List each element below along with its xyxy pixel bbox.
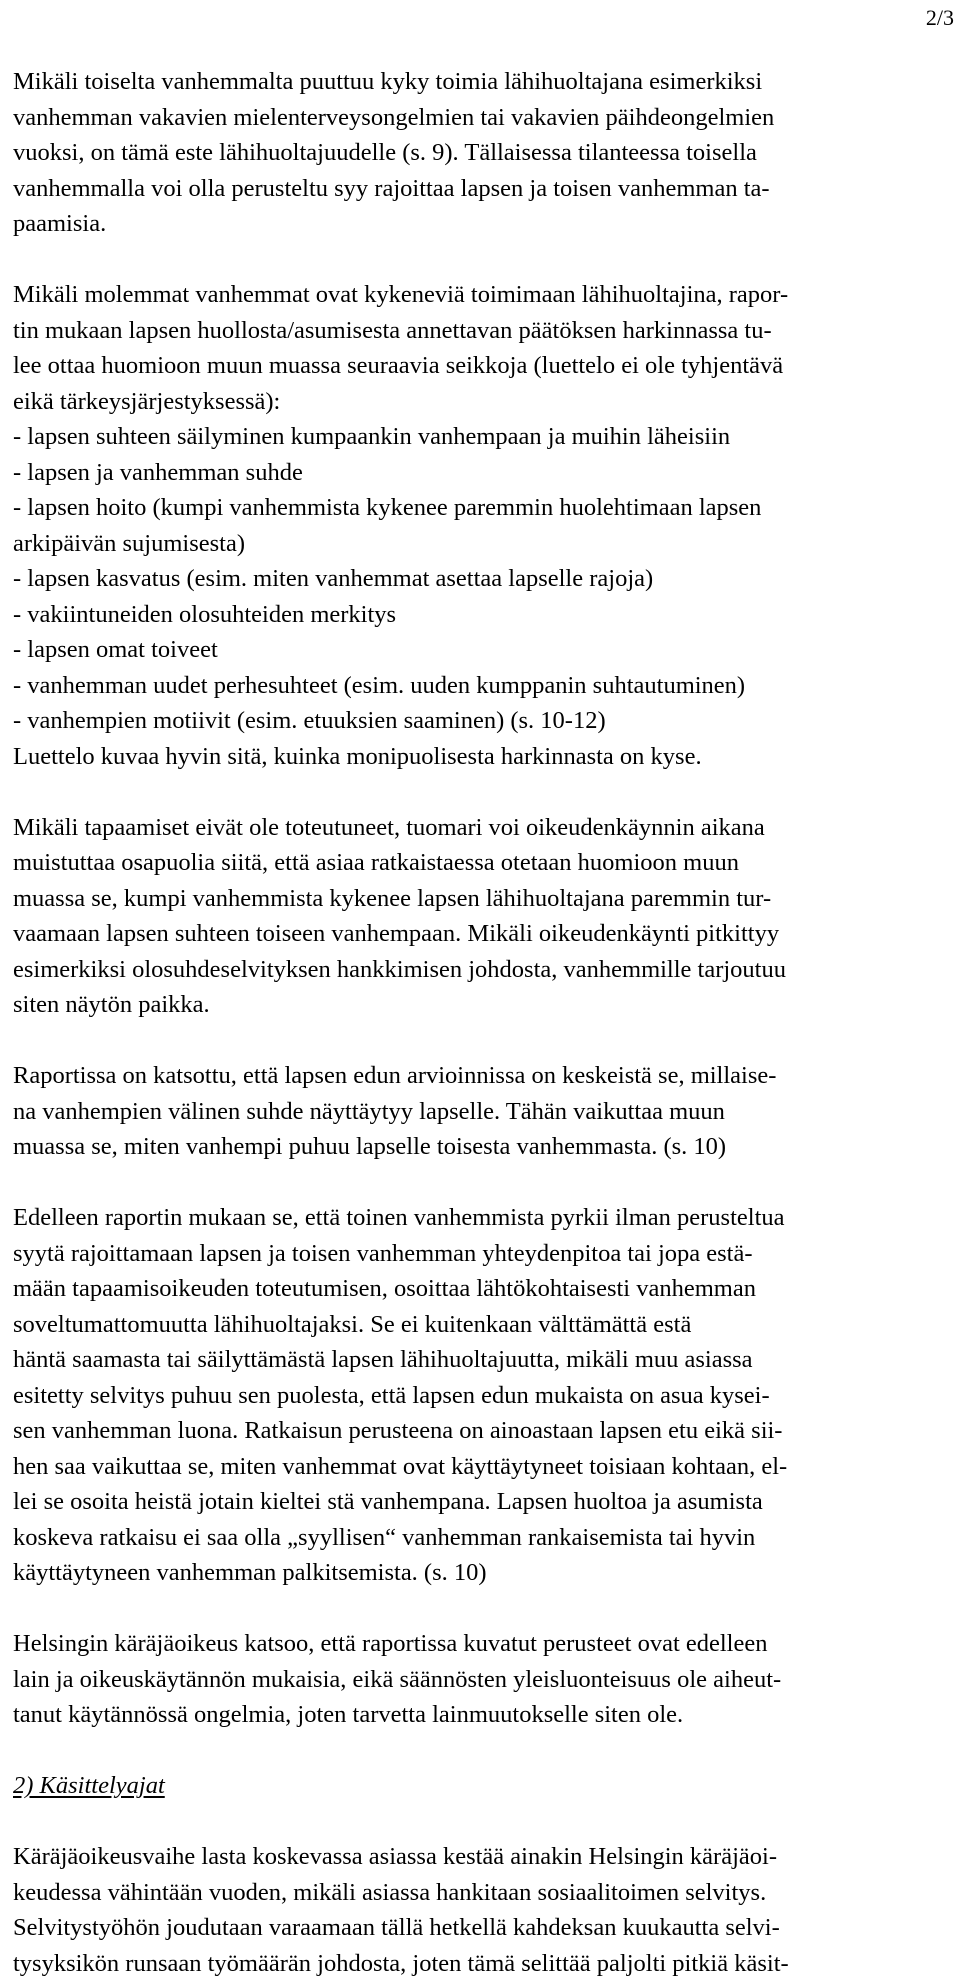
text-line: tysyksikön runsaan työmäärän johdosta, joten tämä selittää paljolti pitkiä käsit- (13, 1946, 953, 1981)
list-item: - vanhempien motiivit (esim. etuuksien saaminen) (s. 10-12) (13, 703, 953, 739)
text-line: na vanhempien välinen suhde näyttäytyy lapselle. Tähän vaikuttaa muun (13, 1094, 953, 1130)
text-line: hen saa vaikuttaa se, miten vanhemmat ovat käyttäytyneet toisiaan kohtaan, el- (13, 1449, 953, 1485)
text-line: tin mukaan lapsen huollosta/asumisesta annettavan päätöksen harkinnassa tu- (13, 313, 953, 349)
text-line: käyttäytyneen vanhemman palkitsemista. (s. 10) (13, 1555, 953, 1591)
paragraph-gap (13, 1591, 953, 1627)
paragraph-custody-incapacity (13, 64, 953, 242)
paragraph-gap (13, 1733, 953, 1769)
text-line: tanut käytännössä ongelmia, joten tarvetta lainmuutokselle siten ole. (13, 1697, 953, 1733)
section-heading-block (13, 1768, 953, 1804)
paragraph-parent-relationship (13, 1058, 953, 1165)
text-line: häntä saamasta tai säilyttämästä lapsen lähihuoltajuutta, mikäli muu asiassa (13, 1342, 953, 1378)
text-line: syytä rajoittamaan lapsen ja toisen vanhemman yhteydenpitoa tai jopa estä- (13, 1236, 953, 1272)
text-line: lain ja oikeuskäytännön mukaisia, eikä säännösten yleisluonteisuus ole aiheut- (13, 1662, 953, 1698)
paragraph-gap (13, 1023, 953, 1059)
document-body (13, 64, 953, 1981)
text-line: Käräjäoikeusvaihe lasta koskevassa asiassa kestää ainakin Helsingin käräjäoi- (13, 1839, 953, 1875)
text-line: vaamaan lapsen suhteen toiseen vanhempaan. Mikäli oikeudenkäynti pitkittyy (13, 916, 953, 952)
text-line: koskeva ratkaisu ei saa olla „syyllisen“ vanhemman rankaisemista tai hyvin (13, 1520, 953, 1556)
paragraph-gap (13, 774, 953, 810)
list-item-continuation: arkipäivän sujumisesta) (13, 526, 953, 562)
text-line: vanhemman vakavien mielenterveysongelmien tai vakavien päihdeongelmien (13, 100, 953, 136)
list-item: - lapsen ja vanhemman suhde (13, 455, 953, 491)
text-line: muistuttaa osapuolia siitä, että asiaa ratkaistaessa otetaan huomioon muun (13, 845, 953, 881)
text-line: sen vanhemman luona. Ratkaisun perusteena on ainoastaan lapsen etu eikä sii- (13, 1413, 953, 1449)
paragraph-gap (13, 1165, 953, 1201)
text-line: vanhemmalla voi olla perusteltu syy rajoittaa lapsen ja toisen vanhemman ta- (13, 171, 953, 207)
text-line: eikä tärkeysjärjestyksessä): (13, 384, 953, 420)
list-item: - lapsen omat toiveet (13, 632, 953, 668)
text-line: lee ottaa huomioon muun muassa seuraavia seikkoja (luettelo ei ole tyhjentävä (13, 348, 953, 384)
paragraph-processing-times (13, 1839, 953, 1981)
list-item: - lapsen suhteen säilyminen kumpaankin vanhempaan ja muihin läheisiin (13, 419, 953, 455)
text-line: esimerkiksi olosuhdeselvityksen hankkimisen johdosta, vanhemmille tarjoutuu (13, 952, 953, 988)
text-line: keudessa vähintään vuoden, mikäli asiassa hankitaan sosiaalitoimen selvitys. (13, 1875, 953, 1911)
text-line: mään tapaamisoikeuden toteutumisen, osoittaa lähtökohtaisesti vanhemman (13, 1271, 953, 1307)
text-line: Mikäli toiselta vanhemmalta puuttuu kyky toimia lähihuoltajana esimerkiksi (13, 64, 953, 100)
page-number: 2/3 (926, 4, 954, 32)
text-line: Mikäli molemmat vanhemmat ovat kykeneviä toimimaan lähihuoltajina, rapor- (13, 277, 953, 313)
text-line: Edelleen raportin mukaan se, että toinen vanhemmista pyrkii ilman perusteltua (13, 1200, 953, 1236)
paragraph-gap (13, 1804, 953, 1840)
list-item: - lapsen hoito (kumpi vanhemmista kykenee paremmin huolehtimaan lapsen (13, 490, 953, 526)
text-line: lei se osoita heistä jotain kieltei stä vanhempana. Lapsen huoltoa ja asumista (13, 1484, 953, 1520)
paragraph-court-opinion (13, 1626, 953, 1733)
text-line: muassa se, kumpi vanhemmista kykenee lapsen lähihuoltajana paremmin tur- (13, 881, 953, 917)
text-line: vuoksi, on tämä este lähihuoltajuudelle (s. 9). Tällaisessa tilanteessa toisella (13, 135, 953, 171)
list-item: - lapsen kasvatus (esim. miten vanhemmat asettaa lapselle rajoja) (13, 561, 953, 597)
paragraph-gap (13, 242, 953, 278)
text-line: soveltumattomuutta lähihuoltajaksi. Se ei kuitenkaan välttämättä estä (13, 1307, 953, 1343)
text-line: Raportissa on katsottu, että lapsen edun arvioinnissa on keskeistä se, millaise- (13, 1058, 953, 1094)
list-item: - vanhemman uudet perhesuhteet (esim. uuden kumppanin suhtautuminen) (13, 668, 953, 704)
paragraph-restriction (13, 1200, 953, 1591)
text-line: esitetty selvitys puhuu sen puolesta, että lapsen edun mukaista on asua kysei- (13, 1378, 953, 1414)
text-line: Helsingin käräjäoikeus katsoo, että raportissa kuvatut perusteet ovat edelleen (13, 1626, 953, 1662)
section-heading: 2) Käsittelyajat (13, 1768, 953, 1804)
text-line: Mikäli tapaamiset eivät ole toteutuneet, tuomari voi oikeudenkäynnin aikana (13, 810, 953, 846)
text-line: muassa se, miten vanhempi puhuu lapselle toisesta vanhemmasta. (s. 10) (13, 1129, 953, 1165)
text-line: siten näytön paikka. (13, 987, 953, 1023)
paragraph-visitation (13, 810, 953, 1023)
paragraph-assessment-criteria (13, 277, 953, 774)
list-item: - vakiintuneiden olosuhteiden merkitys (13, 597, 953, 633)
text-line: Selvitystyöhön joudutaan varaamaan tällä hetkellä kahdeksan kuukautta selvi- (13, 1910, 953, 1946)
text-line: paamisia. (13, 206, 953, 242)
text-line: Luettelo kuvaa hyvin sitä, kuinka monipuolisesta harkinnasta on kyse. (13, 739, 953, 775)
